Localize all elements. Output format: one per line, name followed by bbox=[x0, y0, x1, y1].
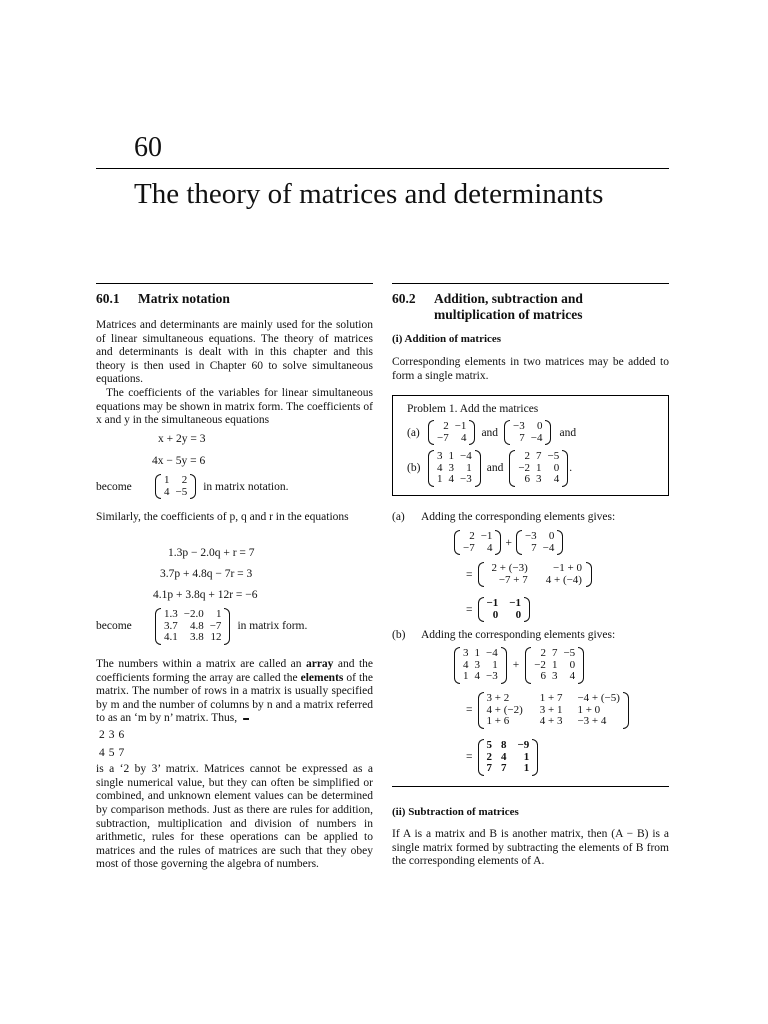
problem-part-b: (b) 3 1 −4 4 3 1 1 4 −3 and 2 7 −5 −2 1 0 6 3 4 . bbox=[407, 450, 573, 485]
problem-part-a: (a) 2 −1 −7 4 and −3 0 7 −4 and bbox=[407, 420, 577, 444]
matrix-notation-text: in matrix notation. bbox=[203, 480, 289, 493]
matrix-form-text: in matrix form. bbox=[237, 620, 308, 633]
become-label: become bbox=[96, 480, 132, 493]
section-number: 60.2 bbox=[392, 291, 416, 306]
section-heading-60-1 bbox=[96, 291, 373, 307]
subheading-addition: (i) Addition of matrices bbox=[392, 333, 502, 345]
solution-a-step: = 2 + (−3) −1 + 0 −7 + 7 4 + (−4) bbox=[466, 562, 593, 587]
section-title-line2: multiplication of matrices bbox=[434, 307, 583, 322]
section-heading-60-2 bbox=[392, 291, 669, 323]
section-60-1-text bbox=[96, 319, 373, 428]
term-array: array bbox=[305, 658, 334, 670]
problem-b-matrix-2: 2 7 −5 −2 1 0 6 3 4 bbox=[509, 450, 568, 487]
section-title-line1: Addition, subtraction and bbox=[434, 291, 583, 306]
matrix-form-row bbox=[96, 608, 307, 645]
solution-b-label: (b) Adding the corresponding elements gives: bbox=[392, 629, 616, 641]
matrix-2-by-3-example bbox=[243, 718, 249, 720]
problem-box bbox=[392, 395, 669, 496]
paragraph-array: The numbers within a matrix are called an array and the coefficients forming the array are called the elements of the matrix. The number of rows in a matrix is usually specified by m and the number of columns by n and a matrix referred to as an ‘m by n’ matrix. Thus, 2 3 6 4 5 7 is a ‘2 by 3’ matrix. Matrices cannot be expressed as a single numerical value, but they can often be simplified or combined, and unknown element values can be determined by comparison methods. Just as there are rules for addition, subtraction, multiplication and division of numbers in arithmetic, rules for these operations can be applied to matrices and the rules of matrices are such that they obey most of those governing the algebra of numbers. bbox=[96, 658, 373, 871]
chapter-rule bbox=[96, 168, 669, 169]
solution-b-step: = 3 + 2 1 + 7 −4 + (−5) 4 + (−2) 3 + 1 1 + 0 1 + 6 4 + 3 −3 + 4 bbox=[466, 692, 630, 729]
become-label: become bbox=[96, 620, 132, 633]
matrix-notation-row bbox=[96, 474, 289, 499]
matrix-xy-coefficients: 1 2 4 −5 bbox=[155, 474, 196, 499]
problem-end-rule bbox=[392, 786, 669, 787]
solution-a-result: = −1 −1 0 0 bbox=[466, 597, 531, 622]
paragraph-similarly: Similarly, the coefficients of p, q and r in the equations bbox=[96, 511, 349, 523]
solution-a-sum: 2 −1 −7 4 + −3 0 7 −4 bbox=[453, 530, 564, 555]
solution-b-sum: 3 1 −4 4 3 1 1 4 −3 + 2 7 −5 −2 1 0 6 3 4 bbox=[453, 647, 585, 684]
paragraph-subtraction: If A is a matrix and B is another matrix, then (A − B) is a single matrix formed by subtracting the elements of B from the corresponding elements of A. bbox=[392, 828, 669, 868]
equation-3: 1.3p − 2.0q + r = 7 bbox=[168, 547, 255, 559]
chapter-title: The theory of matrices and determinants bbox=[134, 178, 604, 210]
section-rule-right bbox=[392, 283, 669, 284]
matrix-pqr-coefficients: 1.3 −2.0 1 3.7 4.8 −7 4.1 3.8 12 bbox=[155, 608, 230, 645]
section-title: Matrix notation bbox=[138, 291, 230, 306]
section-number: 60.1 bbox=[96, 291, 120, 306]
problem-statement: Problem 1. Add the matrices bbox=[407, 403, 539, 415]
solution-a-label: (a) Adding the corresponding elements gives: bbox=[392, 511, 616, 523]
equation-1: x + 2y = 3 bbox=[158, 433, 206, 445]
problem-a-matrix-1: 2 −1 −7 4 bbox=[428, 420, 475, 445]
paragraph-intro: Matrices and determinants are mainly used for the solution of linear simultaneous equations. The theory of matrices and determinants is dealt with in this chapter and this theory is then used in Chapter 60 to solve simultaneous equations. bbox=[96, 319, 373, 386]
equation-5: 4.1p + 3.8q + 12r = −6 bbox=[153, 589, 258, 601]
paragraph-coefficients: The coefficients of the variables for linear simultaneous equations may be shown in matrix form. The coefficients of x and y in the simultaneous equations bbox=[96, 386, 373, 427]
equation-2: 4x − 5y = 6 bbox=[152, 455, 206, 467]
problem-b-matrix-1: 3 1 −4 4 3 1 1 4 −3 bbox=[428, 450, 481, 487]
solution-b-result: = 5 8 −9 2 4 1 7 7 1 bbox=[466, 739, 539, 776]
problem-a-matrix-2: −3 0 7 −4 bbox=[504, 420, 551, 445]
equation-4: 3.7p + 4.8q − 7r = 3 bbox=[160, 568, 253, 580]
subheading-subtraction: (ii) Subtraction of matrices bbox=[392, 806, 519, 818]
chapter-number: 60 bbox=[134, 132, 162, 163]
paragraph-addition: Corresponding elements in two matrices may be added to form a single matrix. bbox=[392, 356, 669, 382]
term-elements: elements bbox=[300, 671, 344, 684]
section-rule-left bbox=[96, 283, 373, 284]
